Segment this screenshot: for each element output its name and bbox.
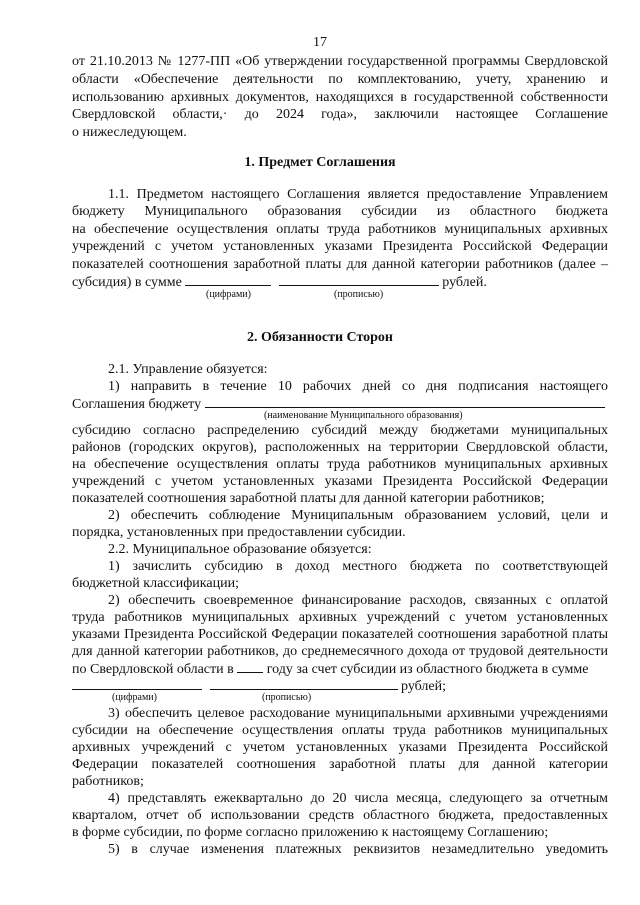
text-line: указами Президента Российской Федерации показателей соотношения заработной платы (72, 627, 608, 642)
text-line: учреждений с учетом установленных указами Президента Российской Федерации (72, 239, 608, 254)
text-line: 4) представлять ежеквартально до 20 числа месяца, следующего за отчетным (108, 791, 608, 806)
text-fragment: по Свердловской области в (72, 662, 234, 677)
text-line: порядка, установленных при предоставлении субсидии. (72, 525, 406, 540)
text-line: показателей соотношения заработной платы для данной категории работников (далее – (72, 257, 608, 272)
text-line: на обеспечение осуществления оплаты труда работников муниципальных архивных (72, 457, 608, 472)
text-line: 1) направить в течение 10 рабочих дней со дня подписания настоящего (108, 379, 608, 394)
text-line: кварталом, отчет об использовании средств областного бюджета, предоставленных (72, 808, 608, 823)
text-line: показателей соотношения заработной платы для данной категории работников; (72, 491, 545, 506)
text-fragment: рублей; (401, 679, 446, 694)
text-line: использованию архивных документов, находящихся в государственной собственности (72, 90, 608, 105)
text-line: районов (городских округов), расположенных на территории Свердловской области, (72, 440, 608, 455)
text-line: 2.2. Муниципальное образование обязуется: (108, 542, 372, 557)
text-line: работников; (72, 774, 144, 789)
fill-blank-digits (72, 677, 202, 690)
text-line: 2.1. Управление обязуется: (108, 362, 268, 377)
text-line: на обеспечение осуществления оплаты труда работников муниципальных архивных (72, 222, 608, 237)
text-line: учреждений с учетом установленных указами Президента Российской Федерации (72, 474, 608, 489)
text-line: 2) обеспечить соблюдение Муниципальным образованием условий, цели и (108, 508, 608, 523)
page-number: 17 (313, 35, 327, 50)
caption-digits: (цифрами) (112, 692, 157, 703)
caption-words: (прописью) (262, 692, 312, 703)
fill-blank-year (237, 660, 263, 673)
caption-municipality: (наименование Муниципального образования) (264, 410, 463, 421)
fill-blank-digits (185, 273, 271, 286)
text-line: бюджету Муниципального образования субсидии из областного бюджета (72, 204, 608, 219)
section-heading: 1. Предмет Соглашения (244, 155, 396, 170)
fill-blank-words (210, 677, 398, 690)
text-line: бюджетной классификации; (72, 576, 239, 591)
text-line: Федерации показателей соотношения заработной платы для данной категории (72, 757, 608, 772)
text-line: субсидию согласно распределению субсидий между бюджетами муниципальных (72, 423, 608, 438)
text-line: 2) обеспечить своевременное финансирование расходов, связанных с оплатой (108, 593, 608, 608)
text-fragment: субсидия) в сумме (72, 275, 182, 290)
fill-blank-words (279, 273, 439, 286)
text-line: для данной категории работников, до среднемесячного дохода от трудовой деятельности (72, 644, 608, 659)
text-fragment: Соглашения бюджету (72, 397, 202, 412)
text-line: от 21.10.2013 № 1277-ПП «Об утверждении государственной программы Свердловской (72, 54, 608, 69)
section-heading: 2. Обязанности Сторон (246, 330, 393, 345)
text-line: труда работников муниципальных архивных учреждений с учетом установленных (72, 610, 608, 625)
text-line: 1) зачислить субсидию в доход местного бюджета по соответствующей (108, 559, 608, 574)
caption-digits: (цифрами) (206, 289, 251, 300)
caption-words: (прописью) (334, 289, 384, 300)
text-fragment: рублей. (442, 275, 487, 290)
fill-blank-municipality (205, 395, 605, 408)
text-line: в форме субсидии, по форме согласно приложению к настоящему Соглашению; (72, 825, 549, 840)
text-line: области «Обеспечение деятельности по комплектованию, учету, хранению и (72, 72, 608, 87)
text-line-with-blank (72, 660, 608, 678)
text-line: 5) в случае изменения платежных реквизитов незамедлительно уведомить (108, 842, 608, 857)
text-fragment: году за счет субсидии из областного бюджета в сумме (266, 662, 589, 677)
text-line: 3) обеспечить целевое расходование муниципальными архивными учреждениями (108, 706, 608, 721)
text-line: Свердловской области,· до 2024 года», заключили настоящее Соглашение (72, 107, 608, 122)
text-line: субсидии на обеспечение осуществления оплаты труда работников муниципальных (72, 723, 608, 738)
text-line: 1.1. Предметом настоящего Соглашения является предоставление Управлением (108, 187, 608, 202)
text-line: о нижеследующем. (72, 125, 187, 140)
text-line: архивных учреждений с учетом установленных указами Президента Российской (72, 740, 608, 755)
